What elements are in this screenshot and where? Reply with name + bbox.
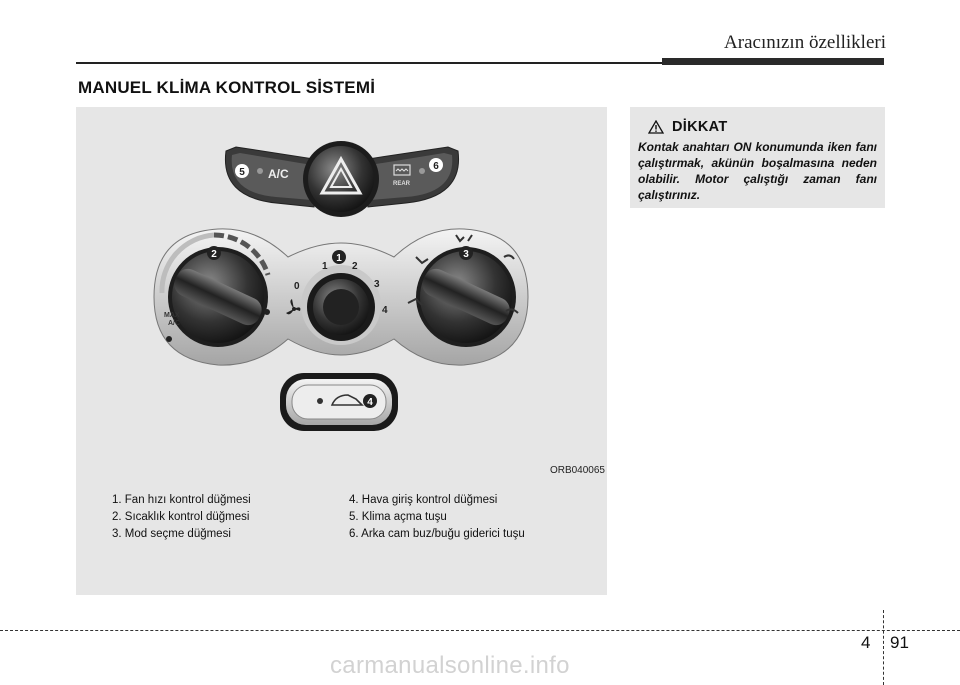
page-number: 91	[890, 633, 909, 652]
svg-text:5: 5	[239, 167, 245, 178]
section-title: MANUEL KLİMA KONTROL SİSTEMİ	[78, 78, 376, 97]
callout-3	[459, 246, 473, 260]
callout-4	[363, 394, 377, 408]
climate-control-illustration	[76, 107, 607, 467]
max-ac-label-bottom: A/C	[168, 320, 181, 327]
svg-text:4: 4	[367, 397, 373, 408]
air-intake-button[interactable]	[280, 373, 398, 431]
legend-item: 2. Sıcaklık kontrol düğmesi	[112, 511, 250, 523]
max-ac-label-top: MAX	[164, 312, 180, 319]
warning-triangle-icon	[648, 120, 664, 134]
callout-2	[207, 246, 221, 260]
caution-text: Kontak anahtarı ON konumunda iken fanı çalıştırmak, akünün boşalmasına neden olabilir. Motor çalıştığı zaman fanı çalıştırınız.	[638, 140, 877, 202]
watermark: carmanualsonline.info	[330, 652, 570, 679]
chapter-title: Aracınızın özellikleri	[724, 32, 886, 53]
section-number: 4	[861, 633, 871, 652]
legend-item: 4. Hava giriş kontrol düğmesi	[349, 494, 498, 506]
hazard-button[interactable]	[303, 141, 379, 217]
fan-step-2: 2	[352, 261, 358, 272]
ac-label: A/C	[268, 167, 289, 181]
legend-item: 5. Klima açma tuşu	[349, 511, 447, 523]
legend-item: 1. Fan hızı kontrol düğmesi	[112, 494, 251, 506]
svg-text:3: 3	[463, 249, 469, 260]
legend-item: 3. Mod seçme düğmesi	[112, 528, 231, 540]
callout-6	[429, 158, 443, 172]
figure-code: ORB040065	[549, 465, 605, 476]
rear-label: REAR	[393, 181, 411, 187]
page-separator	[883, 610, 884, 685]
caution-box	[630, 107, 885, 208]
fan-step-3: 3	[374, 279, 380, 290]
fan-step-4: 4	[382, 305, 388, 316]
fan-step-1: 1	[322, 261, 328, 272]
callout-1	[332, 250, 346, 264]
header-rule	[76, 62, 662, 64]
footer-rule	[0, 630, 960, 631]
svg-text:6: 6	[433, 161, 439, 172]
legend-item: 6. Arka cam buz/buğu giderici tuşu	[349, 528, 525, 540]
header-bar	[662, 58, 884, 65]
caution-title: DİKKAT	[672, 119, 728, 135]
svg-text:2: 2	[211, 249, 217, 260]
figure-panel	[76, 107, 607, 595]
legend-left	[112, 492, 251, 543]
legend-right	[349, 492, 525, 543]
svg-text:1: 1	[336, 253, 342, 264]
callout-5	[235, 164, 249, 178]
fan-step-0: 0	[294, 281, 300, 292]
